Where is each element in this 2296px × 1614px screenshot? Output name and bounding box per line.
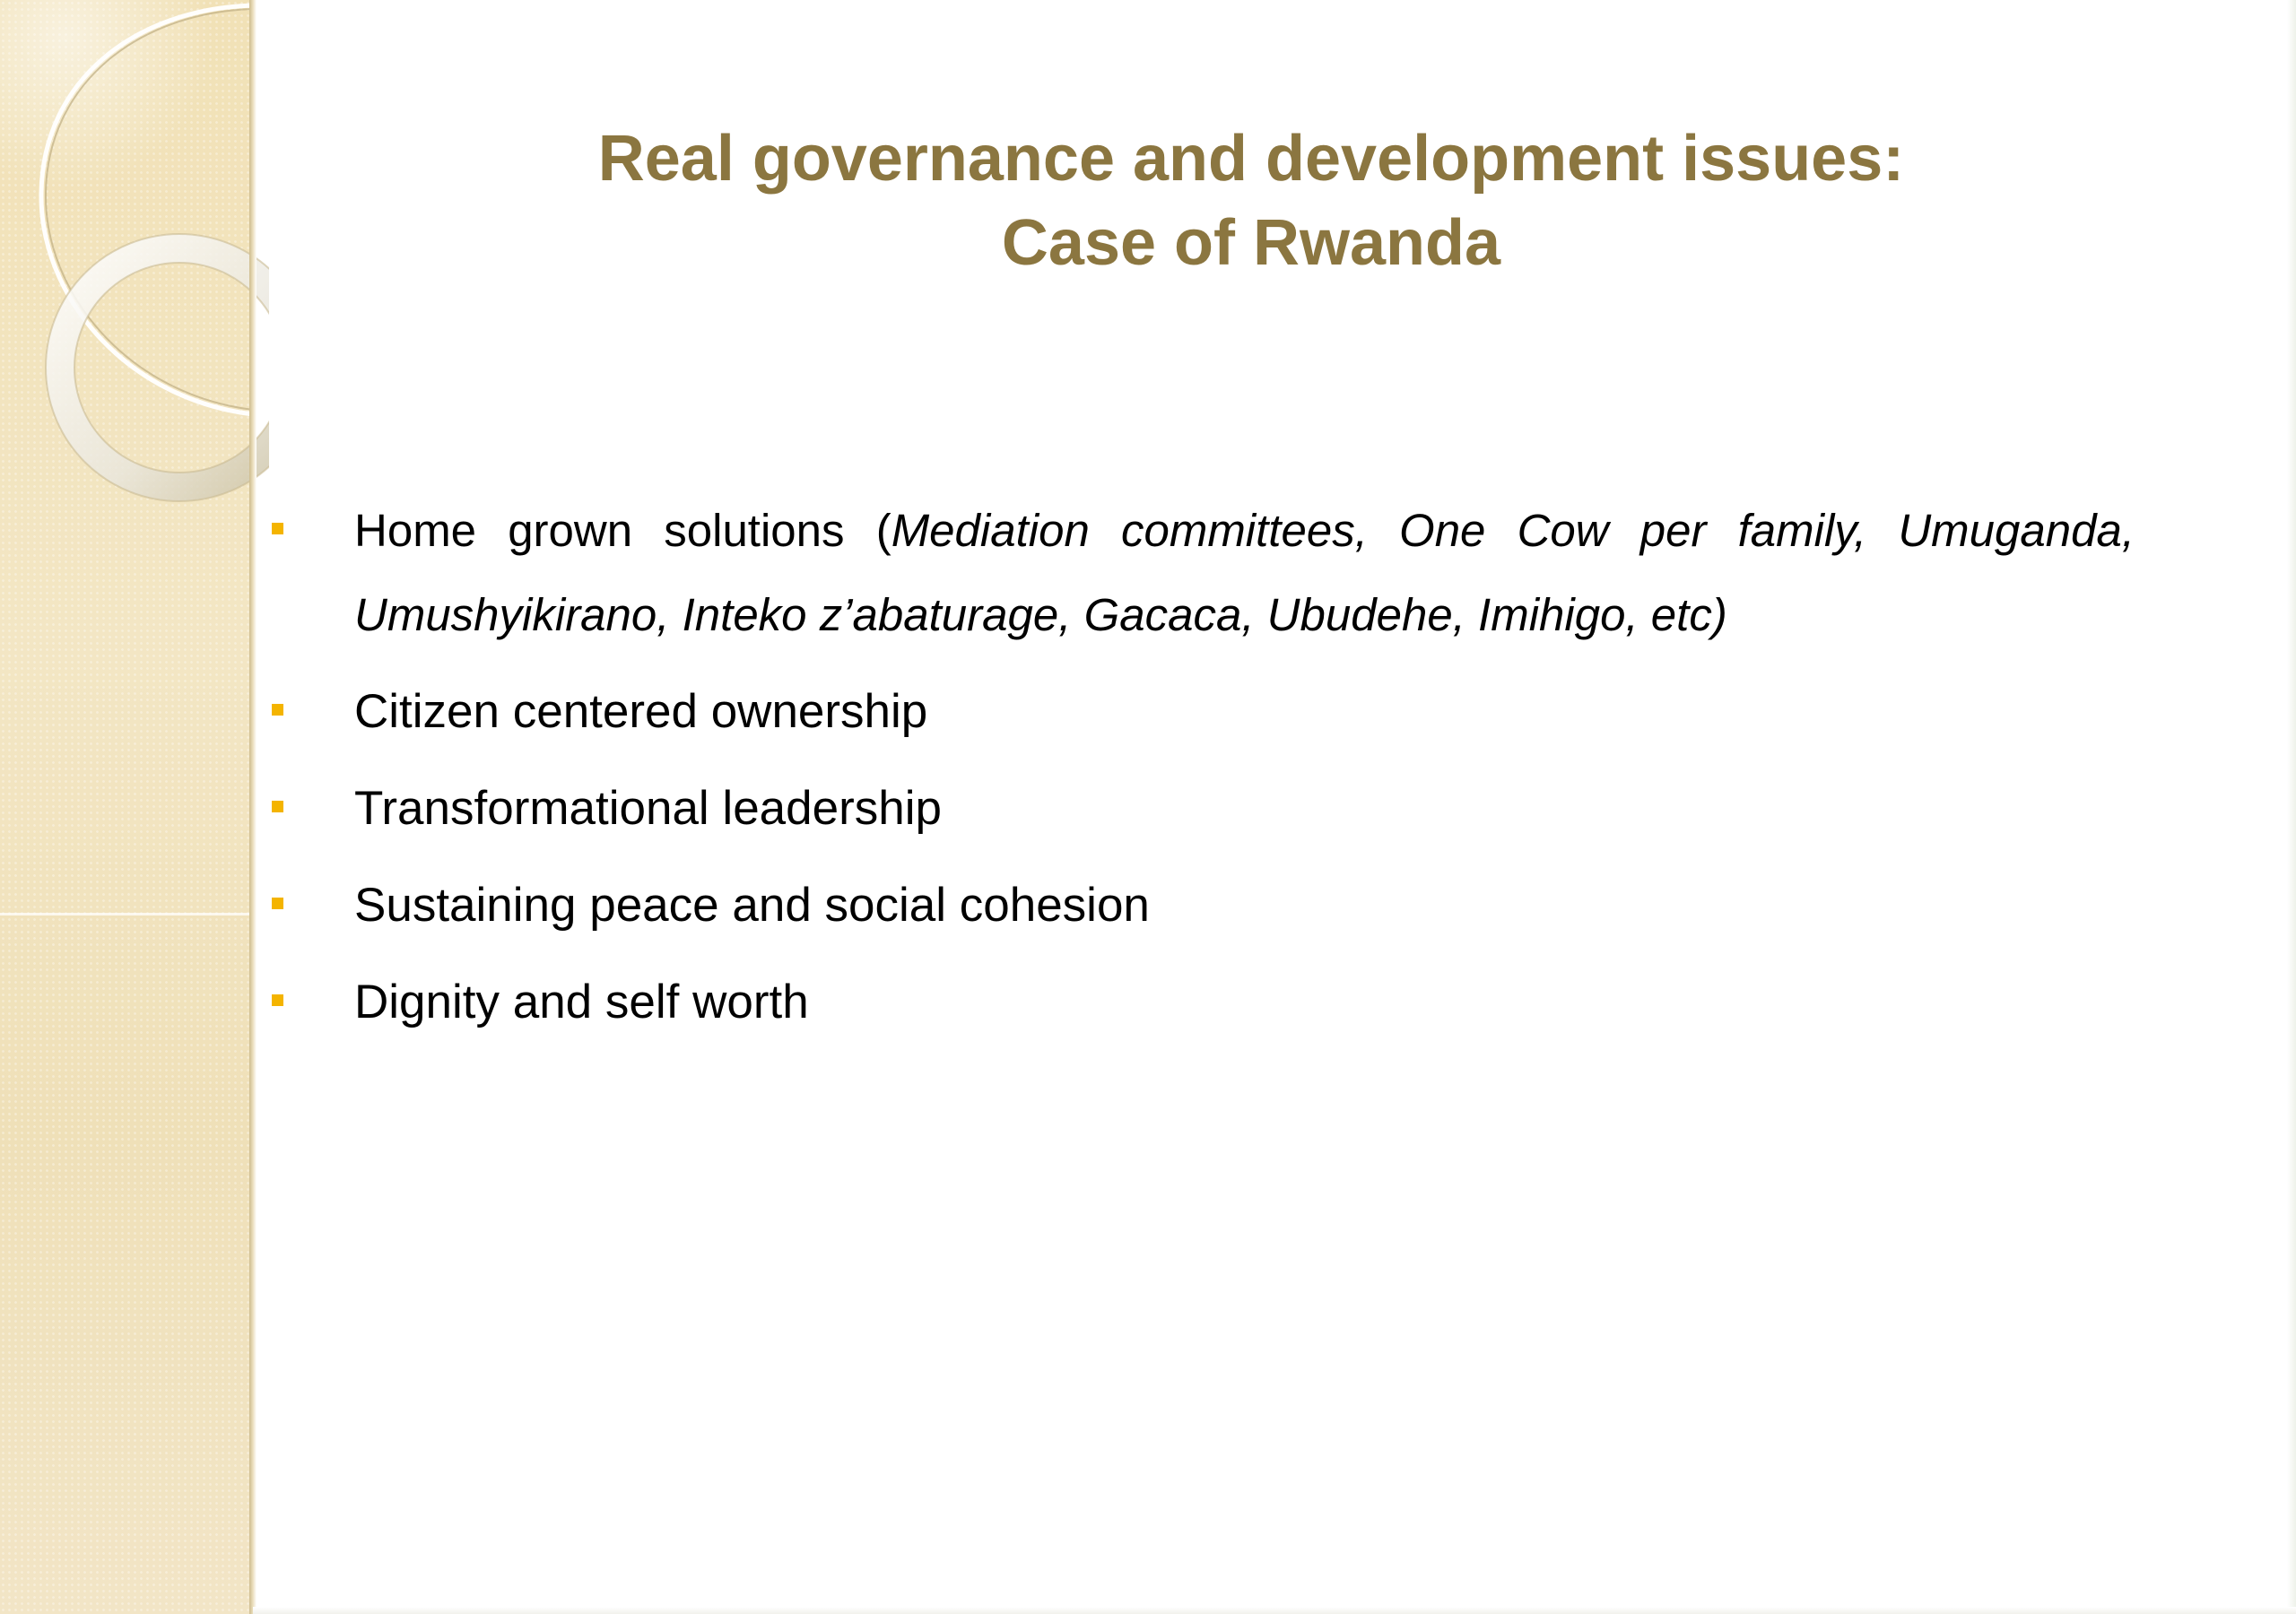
- bottom-edge-shadow: [253, 1607, 2296, 1614]
- title-line-1: Real governance and development issues:: [597, 123, 1905, 195]
- bullet-item-citizen-ownership: [269, 670, 2135, 754]
- bullet-list: [269, 489, 2135, 1057]
- bullet-text: Transformational leadership: [354, 782, 942, 835]
- square-bullet-icon: [272, 704, 283, 716]
- bullet-text: Dignity and self worth: [354, 976, 809, 1028]
- slide-title: [377, 117, 2126, 285]
- right-edge-shadow: [2287, 0, 2296, 1614]
- square-bullet-icon: [272, 801, 283, 812]
- bullet-text: Citizen centered ownership: [354, 685, 928, 738]
- bullet-item-transformational-leadership: [269, 767, 2135, 851]
- decorative-rings-icon: [0, 0, 269, 538]
- title-line-2: Case of Rwanda: [1001, 207, 1501, 279]
- side-panel-edge: [249, 0, 257, 1614]
- bullet-item-home-grown-solutions: [269, 489, 2135, 657]
- bullet-item-dignity: [269, 960, 2135, 1045]
- side-panel-divider: [0, 913, 253, 915]
- square-bullet-icon: [272, 898, 283, 909]
- bullet-item-peace-cohesion: [269, 863, 2135, 948]
- bullet-text: Sustaining peace and social cohesion: [354, 879, 1150, 932]
- bullet-italic-list: Mediation committees, One Cow per family, Umuganda, Umushyikirano, Inteko z’abaturage, Gacaca, Ubudehe, Imihigo, etc): [354, 505, 2135, 640]
- square-bullet-icon: [272, 523, 283, 534]
- square-bullet-icon: [272, 994, 283, 1006]
- bullet-lead-text: Home grown solutions (: [354, 505, 891, 556]
